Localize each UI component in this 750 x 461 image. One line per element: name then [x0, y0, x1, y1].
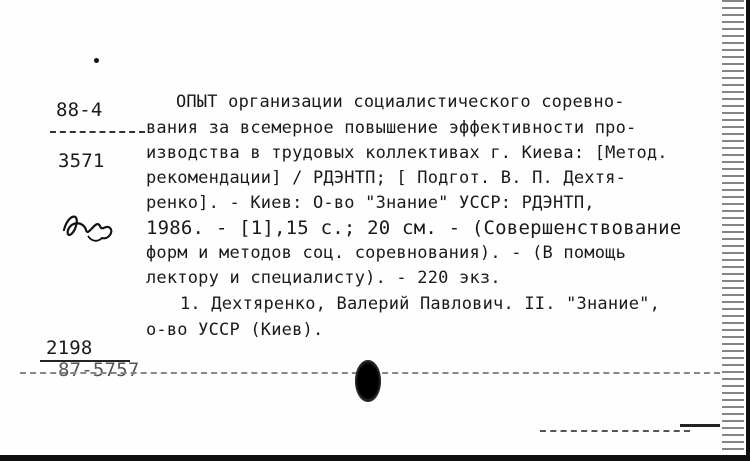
entry-line-7: форм и методов соц. соревнования). - (В помощь [146, 243, 627, 263]
entry-line-5: ренко]. - Киев: О-во "Знание" УССР: РДЭНТП, [146, 193, 595, 213]
shelf-code-mid: 3571 [58, 150, 105, 172]
card-edge [746, 0, 750, 461]
shelf-code-bottom-1: 2198 [46, 337, 93, 359]
edge-speckle [540, 430, 690, 432]
entry-line-6: 1986. - [1],15 с.; 20 см. - (Совершенствование [146, 217, 682, 239]
binder-hole [355, 360, 381, 402]
card-edge-shadow [722, 0, 744, 461]
ink-speck [94, 58, 99, 63]
shelf-code-divider [50, 131, 145, 133]
card-bottom-edge [0, 455, 750, 461]
entry-line-8: лектору и специалисту). - 220 экз. [146, 268, 501, 288]
edge-mark [680, 424, 720, 427]
entry-line-1: ОПЫТ организации социалистического соревно- [176, 92, 625, 112]
handwritten-signature [58, 208, 120, 246]
entry-line-4: рекомендации] / РДЭНТП; [ Подгот. В. П. Дехтя- [146, 168, 627, 188]
shelf-code-bottom-2: 87-5757 [58, 359, 140, 381]
entry-line-2: вания за всемерное повышение эффективности про- [146, 118, 637, 138]
index-line-1: 1. Дехтяренко, Валерий Павлович. II. "Знание", [180, 294, 661, 314]
entry-line-3: изводства в трудовых коллективах г. Киева: [Метод. [146, 143, 668, 163]
shelf-code-top: 88-4 [56, 99, 103, 121]
index-line-2: о-во УССР (Киев). [146, 320, 324, 340]
